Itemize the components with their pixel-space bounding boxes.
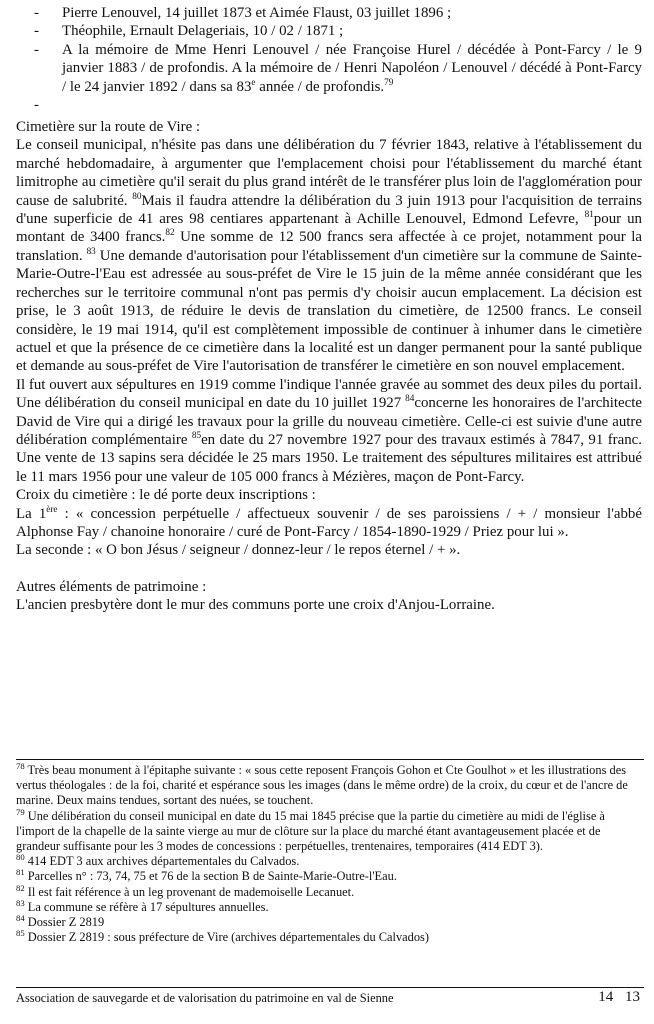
footnote-78: $^{78}$ Très beau monument à l'épitaphe suivante : « sous cette reposent François Gohon et Cte Goulhot » et les illustrations des vertus théologales : de la foi, charité et espérance sous les images (dans le même ordre) de la croix, du cœur et de l'ancre de marine. Deux mains tendues, sortant des nuées, se touchent. — [16, 760, 628, 808]
autres-title: Autres éléments de patrimoine : — [16, 578, 207, 595]
autres-text: L'ancien presbytère dont le mur des communs porte une croix d'Anjou-Lorraine. — [16, 597, 495, 614]
bullet-item: - Théophile, Ernault Delageriais, 10 / 02 / 1871 ; — [34, 23, 344, 40]
paragraph-cimetiere: Le conseil municipal, n'hésite pas dans une délibération du 7 février 1843, relative à l'établissement du marché hebdomadaire, à argumenter que l'emplacement choisi pour l'établissement du marché étant limitrophe au cimetière qu'il serait du plus grand intérêt de le transférer plus loin de l'agglomération pour cause de salubrité. $^{80}$Mais il faudra attendre la délibération du 3 juin 1913 pour l'acquisition de terrains d'une superficie de 41 ares 98 centiares appartenant à Achille Lenouvel, Edmond Lefevre, $^{81}$pour un montant de 3400 francs.$^{82}$ Une somme de 12 500 francs sera affectée à ce projet, notamment pour la translation. $^{83}$ Une demande d'autorisation pour l'établissement d'un cimetière sur la commune de Sainte-Marie-Outre-l'Eau est adressée au sous-préfet de Vire le 15 juin de la même année considérant que les recherches sur le territoire communal n'ont pas permis d'y choisir aucun emplacement. La décision est prise, le 3 août 1913, de réduire le devis de translation du cimetière, de 12500 francs. Le conseil considère, le 19 mai 1914, qu'il est complètement impossible de continuer à inhumer dans le cimetière actuel et que la présence de ce cimetière dans la localité est un danger permanent pour la santé publique et demande au sous-préfet de Vire l'autorisation de transférer le cimetière en son nouvel emplacement. Il fut ouvert aux sépultures en 1919 comme l'indique l'année gravée au sommet des deux piles du portail. Une délibération du conseil municipal en date du 10 juillet 1927 $^{84}$concerne les honoraires de l'architecte David de Vire qui a dirigé les travaux pour la grille du nouveau cimetière. Celle-ci est suivie d'une autre délibération complémentaire $^{85}$en date du 27 novembre 1927 pour des travaux estimés à 7847, 91 franc. Une vente de 13 sapins sera décidée le 25 mars 1950. Le traitement des sépultures militaires est attribué le 11 mars 1956 pour une valeur de 105 000 francs à Mézières, maçon de Pont-Farcy. — [16, 137, 642, 485]
croix-title: Croix du cimetière : le dé porte deux inscriptions : — [16, 487, 316, 504]
footnote-84: $^{84}$ Dossier Z 2819 — [16, 912, 105, 930]
footnote-80: $^{80}$ 414 EDT 3 aux archives départementales du Calvados. — [16, 852, 300, 869]
bullet-item-empty: - — [34, 97, 39, 114]
main-text — [16, 4, 642, 615]
footnote-83: $^{83}$ La commune se réfère à 17 sépultures annuelles. — [16, 897, 269, 914]
footnote-separator — [16, 759, 644, 760]
bullet-item: - Pierre Lenouvel, 14 juillet 1873 et Aimée Flaust, 03 juillet 1896 ; — [34, 5, 452, 21]
croix-inscription-first: La 1ère : « concession perpétuelle / affectueux souvenir / de ses paroissiens / + / monsieur l'abbé Alphonse Fay / chanoine honoraire / curé de Pont-Farcy / 1854-1890-1929 / Priez pour lui ». — [16, 503, 642, 540]
croix-inscription-second: La seconde : « O bon Jésus / seigneur / donnez-leur / le repos éternel / + ». — [16, 542, 461, 559]
footnotes — [16, 760, 628, 945]
section-title-cimetiere: Cimetière sur la route de Vire : — [16, 119, 201, 136]
footnote-79: $^{79}$ Une délibération du conseil municipal en date du 15 mai 1845 précise que la partie du cimetière au midi de l'église à l'import de la chapelle de la sainte vierge au mur de clôture sur la place du marché étant avantageusement placée et de grandeur suffisante pour les 3 modes de concessions : perpétuelles, trentenaires, temporaires (414 EDT 3). — [16, 806, 605, 854]
footer-separator — [16, 987, 644, 988]
footnote-82: $^{82}$ Il est fait référence à un leg provenant de mademoiselle Lecanuet. — [16, 882, 355, 899]
footnote-81: $^{81}$ Parcelles n° : 73, 74, 75 et 76 de la section B de Sainte-Marie-Outre-l'Eau. — [16, 867, 397, 884]
footer-association: Association de sauvegarde et de valorisation du patrimoine en val de Sienne — [16, 991, 394, 1005]
footnote-85: $^{85}$ Dossier Z 2819 : sous préfecture de Vire (archives départementales du Calvados) — [16, 928, 429, 945]
bullet-item: - A la mémoire de Mme Henri Lenouvel / née Françoise Hurel / décédée à Pont-Farcy / le 9 janvier 1883 / de profondis. A la mémoire de / Henri Napoléon / Lenouvel / décédé à Pont-Farcy / le 24 janvier 1892 / dans sa 83e année / de profondis.$^{79}$ — [34, 41, 642, 95]
page-number: 14 13 — [598, 989, 640, 1005]
